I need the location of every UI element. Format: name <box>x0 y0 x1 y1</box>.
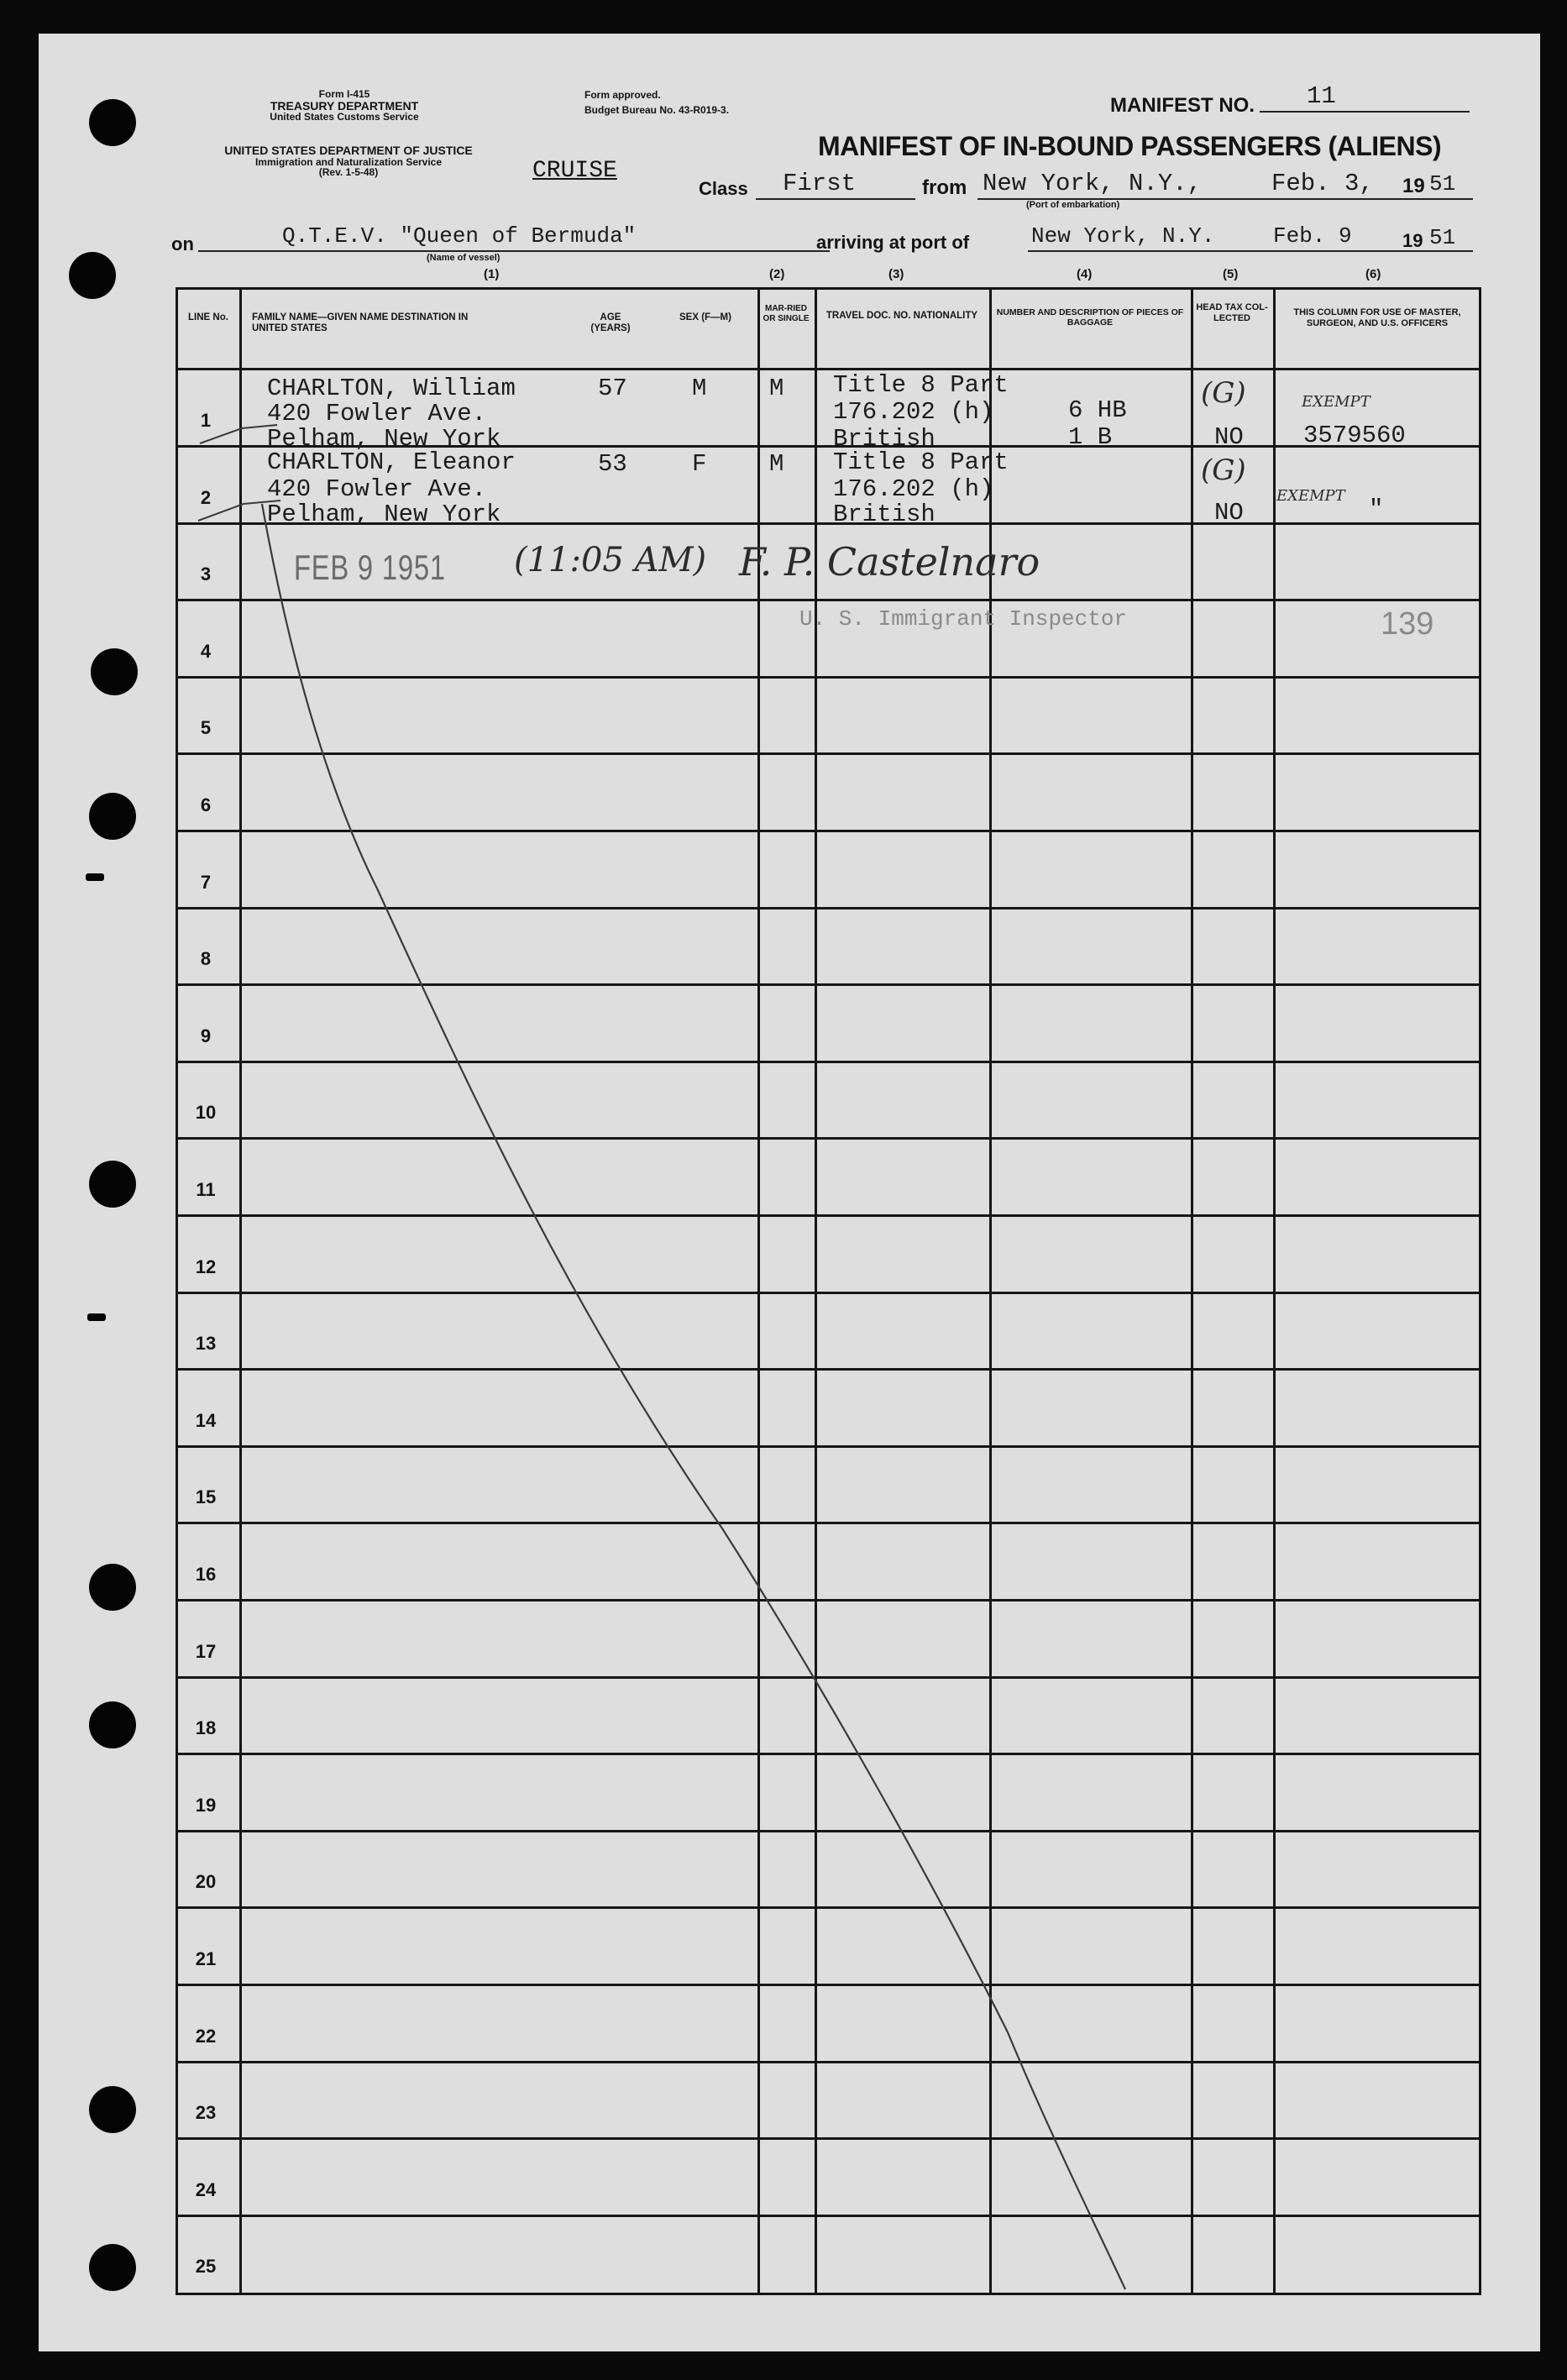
line-number: 19 <box>195 1794 217 1816</box>
manifest-no-label: MANIFEST NO. <box>1110 94 1255 117</box>
passenger-age: 53 <box>598 450 627 478</box>
ins-label: Immigration and Naturalization Service <box>254 155 443 168</box>
passenger-city: Pelham, New York <box>267 501 501 528</box>
travel-doc-line2: 176.202 (h) <box>833 398 994 426</box>
officer-number: 3579560 <box>1303 422 1406 449</box>
page-number: 139 <box>1381 606 1434 642</box>
passenger-sex: M <box>692 375 707 402</box>
justice-label: UNITED STATES DEPARTMENT OF JUSTICE <box>224 144 473 157</box>
column-header-baggage: NUMBER AND DESCRIPTION OF PIECES OF BAGGAGE <box>996 307 1184 328</box>
travel-doc-line2: 176.202 (h) <box>833 475 994 503</box>
inspector-signature: F. P. Castelnaro <box>739 539 1040 585</box>
line-number: 23 <box>195 2102 217 2124</box>
line-number: 20 <box>195 1871 217 1893</box>
budget-bureau: Budget Bureau No. 43-R019-3. <box>584 104 730 116</box>
travel-doc-line1: Title 8 Part <box>833 448 1009 476</box>
customs-label: United States Customs Service <box>270 111 419 123</box>
column-header-age: AGE (YEARS) <box>590 312 631 334</box>
tax-mark: (G) <box>1201 376 1246 410</box>
line-number: 16 <box>195 1564 217 1585</box>
line-number: 4 <box>200 640 212 662</box>
officer-note: EXEMPT <box>1302 393 1370 411</box>
line-number: 2 <box>200 486 212 508</box>
arrival-year-prefix: 19 <box>1402 230 1423 251</box>
passenger-address: 420 Fowler Ave. <box>267 400 487 427</box>
class-label: Class <box>699 178 748 199</box>
revision-label: (Rev. 1-5-48) <box>318 166 379 179</box>
line-number: 17 <box>195 1640 217 1662</box>
passenger-city: Pelham, New York <box>267 425 501 453</box>
from-port: New York, N.Y., <box>983 170 1203 197</box>
line-number: 1 <box>200 410 212 431</box>
line-number: 21 <box>195 1948 217 1969</box>
column-header-married: MAR-RIED OR SINGLE <box>763 304 810 323</box>
passenger-name: CHARLTON, William <box>267 375 516 402</box>
line-number: 14 <box>195 1409 217 1431</box>
form-number: Form I-415 <box>318 88 370 100</box>
tax-mark: (G) <box>1201 453 1246 487</box>
line-number: 8 <box>200 948 212 970</box>
arrival-port: New York, N.Y. <box>1031 223 1215 249</box>
column-header-headtax: HEAD TAX COL-LECTED <box>1196 302 1268 323</box>
treasury-label: TREASURY DEPARTMENT <box>270 98 419 113</box>
line-number: 24 <box>195 2178 217 2200</box>
line-number: 9 <box>200 1025 212 1046</box>
line-number: 3 <box>200 564 212 585</box>
passenger-marital: M <box>769 450 784 478</box>
inspector-title: U. S. Immigrant Inspector <box>799 606 1128 632</box>
port-caption: (Port of embarkation) <box>1026 200 1120 210</box>
passenger-marital: M <box>769 375 784 402</box>
class-value: First <box>783 170 857 197</box>
manifest-no-value: 11 <box>1307 82 1336 110</box>
on-label: on <box>171 233 194 254</box>
line-number: 11 <box>196 1179 216 1200</box>
line-number: 12 <box>195 1256 217 1277</box>
column-header-travel: TRAVEL DOC. NO. NATIONALITY <box>825 311 978 321</box>
arrival-date: Feb. 9 <box>1273 223 1352 249</box>
from-year-prefix: 19 <box>1402 175 1425 197</box>
line-number: 18 <box>195 1717 217 1739</box>
arrival-year: 51 <box>1429 225 1456 250</box>
from-label: from <box>922 176 967 199</box>
officer-note: EXEMPT <box>1276 487 1345 505</box>
column-header-officers: THIS COLUMN FOR USE OF MASTER, SURGEON, AND U.S. OFFICERS <box>1293 307 1461 328</box>
cruise-stamp: CRUISE <box>532 158 617 184</box>
passenger-sex: F <box>692 450 707 478</box>
column-number: (1) <box>484 267 500 281</box>
line-number: 10 <box>195 1102 217 1124</box>
line-number: 25 <box>195 2256 217 2278</box>
handwritten-time: (11:05 AM) <box>514 541 707 579</box>
travel-doc-line1: Title 8 Part <box>833 371 1009 399</box>
line-number: 6 <box>200 794 212 815</box>
officer-number: " <box>1369 495 1384 523</box>
column-header-sex: SEX (F—M) <box>679 312 731 322</box>
arriving-label: arriving at port of <box>816 232 970 253</box>
passenger-age: 57 <box>598 375 627 402</box>
form-approved: Form approved. <box>584 89 661 101</box>
from-year: 51 <box>1429 171 1456 197</box>
date-stamp: FEB 9 1951 <box>294 548 446 587</box>
head-tax: NO <box>1214 423 1244 451</box>
vessel-caption: (Name of vessel) <box>427 253 500 263</box>
line-number: 5 <box>200 717 212 739</box>
from-date: Feb. 3, <box>1271 170 1374 197</box>
column-header-name: FAMILY NAME—GIVEN NAME DESTINATION IN UNITED STATES <box>252 312 469 334</box>
column-number: (6) <box>1365 267 1381 281</box>
column-number: (5) <box>1223 267 1239 281</box>
baggage-line2: 1 B <box>1068 423 1113 451</box>
nationality: British <box>833 425 935 453</box>
passenger-name: CHARLTON, Eleanor <box>267 448 516 476</box>
nationality: British <box>833 501 935 528</box>
column-number: (4) <box>1077 267 1093 281</box>
passenger-address: 420 Fowler Ave. <box>267 475 487 503</box>
line-number: 15 <box>195 1486 217 1508</box>
vessel-name: Q.T.E.V. "Queen of Bermuda" <box>282 223 637 249</box>
column-number: (3) <box>888 267 904 281</box>
column-number: (2) <box>769 267 785 281</box>
line-number: 22 <box>195 2025 217 2047</box>
line-number: 13 <box>195 1333 217 1355</box>
line-number: 7 <box>200 871 212 893</box>
head-tax: NO <box>1214 499 1244 527</box>
column-header-line: LINE No. <box>188 312 228 322</box>
manifest-title: MANIFEST OF IN-BOUND PASSENGERS (ALIENS) <box>818 131 1442 161</box>
baggage-line1: 6 HB <box>1068 396 1127 424</box>
